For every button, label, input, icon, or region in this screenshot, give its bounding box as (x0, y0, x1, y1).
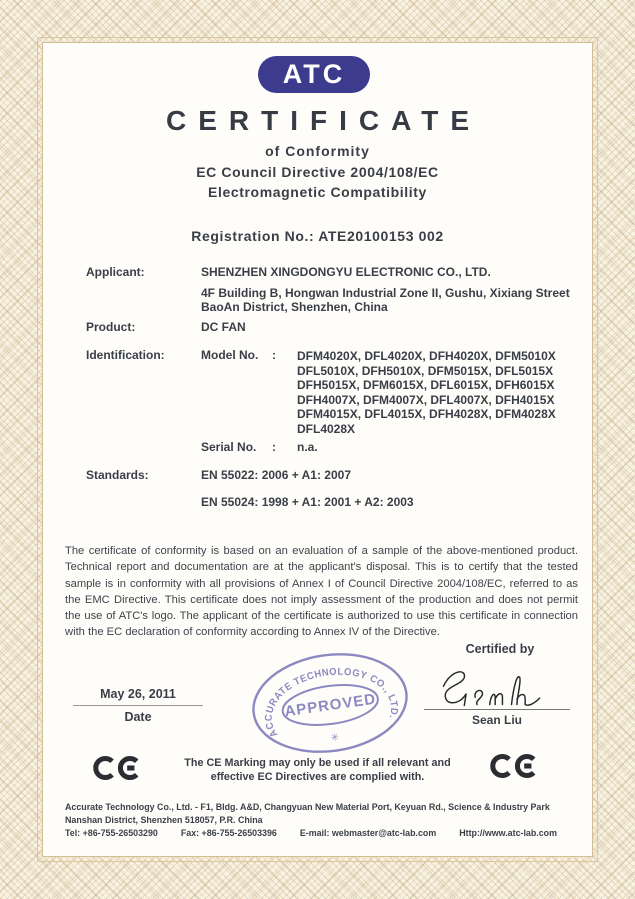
ce-note-line2: effective EC Directives are complied with. (210, 770, 425, 783)
product-value: DC FAN (201, 320, 246, 334)
footer-tel: Tel: +86-755-26503290 (65, 828, 158, 839)
ce-marking-note (163, 757, 472, 785)
registration-value: ATE20100153 002 (318, 228, 444, 244)
certificate-title: CERTIFICATE (165, 105, 482, 136)
ce-mark-icon (490, 753, 546, 779)
standards-label: Standards: (86, 468, 149, 482)
signer-name: Sean Liu (471, 713, 522, 727)
model-number-line: DFH4007X, DFM4007X, DFL4007X, DFH4015X (297, 392, 555, 407)
model-number-line: DFH5015X, DFM6015X, DFL6015X, DFH6015X (297, 378, 555, 393)
footer-contacts (65, 827, 557, 840)
signature-block (424, 665, 570, 727)
logo-text: ATC (282, 59, 346, 89)
signature-scribble (438, 665, 556, 715)
model-no-label: Model No. (201, 348, 259, 362)
stamp-approved-text: APPROVED (283, 690, 378, 721)
directive-line: EC Council Directive 2004/108/EC (196, 164, 439, 180)
footer-fax: Fax: +86-755-26503396 (180, 828, 277, 839)
stamp-star-icon: ✳ (330, 732, 340, 745)
footer-web: Http://www.atc-lab.com (459, 828, 557, 839)
certificate-body (42, 42, 593, 857)
serial-no-value: n.a. (297, 440, 318, 454)
conformity-statement: The certificate of conformity is based on an evaluation of a sample of the above-mentioned product. Technical report and documentation are at the applicant's disposal. This is to certify that the tested sample is in conformity with all provisions of Annex I of Council Directive 2004/108/EC, referred to as the EMC Directive. This certificate does not imply assessment of the production and does not permit the use of ATC's logo. The applicant of the certificate is authorized to use this certificate in connection with the EC declaration of conformity according to Annex IV of the Directive. (65, 545, 578, 639)
footer-address-line1: Accurate Technology Co., Ltd. - F1, Bldg. A&D, Changyuan New Material Port, Keyuan Rd., Science & Industry Park (65, 802, 550, 812)
compatibility-line: Electromagnetic Compatibility (208, 184, 427, 200)
serial-no-colon: : (272, 440, 276, 454)
registration-number (43, 228, 592, 244)
certificate-subtitle: of Conformity (265, 143, 370, 159)
footer-address-line2: Nanshan District, Shenzhen 518057, P.R. China (65, 814, 263, 825)
registration-label: Registration No.: (191, 228, 315, 244)
identification-label: Identification: (86, 348, 165, 362)
model-number-list (297, 349, 556, 437)
ce-mark-icon (93, 755, 149, 781)
product-label: Product: (86, 320, 136, 334)
model-number-line: DFM4015X, DFL4015X, DFH4028X, DFM4028X (297, 407, 556, 422)
ce-note-line1: The CE Marking may only be used if all relevant and (184, 757, 451, 769)
approved-stamp (248, 651, 412, 755)
stamp-ring-text: ACCURATE TECHNOLOGY CO., LTD. (263, 666, 400, 739)
applicant-address-line1: 4F Building B, Hongwan Industrial Zone II, Gushu, Xixiang Street (201, 286, 570, 300)
standards-line1: EN 55022: 2006 + A1: 2007 (201, 468, 351, 482)
model-number-line: DFL4028X (297, 421, 356, 436)
date-value: May 26, 2011 (73, 687, 203, 706)
applicant-label: Applicant: (86, 265, 145, 279)
applicant-name: SHENZHEN XINGDONGYU ELECTRONIC CO., LTD. (201, 265, 491, 279)
date-label: Date (124, 710, 152, 724)
model-no-colon: : (272, 348, 276, 362)
serial-no-label: Serial No. (201, 440, 257, 454)
applicant-address-line2: BaoAn District, Shenzhen, China (201, 300, 388, 314)
footer-email: E-mail: webmaster@atc-lab.com (299, 828, 437, 839)
date-block (73, 687, 203, 724)
standards-line2: EN 55024: 1998 + A1: 2001 + A2: 2003 (201, 495, 414, 509)
model-number-line: DFM4020X, DFL4020X, DFH4020X, DFM5010X (297, 349, 556, 363)
atc-logo (258, 56, 370, 93)
certified-by-label: Certified by (465, 642, 535, 656)
footer (65, 801, 557, 840)
model-number-line: DFL5010X, DFH5010X, DFM5015X, DFL5015X (297, 363, 554, 378)
